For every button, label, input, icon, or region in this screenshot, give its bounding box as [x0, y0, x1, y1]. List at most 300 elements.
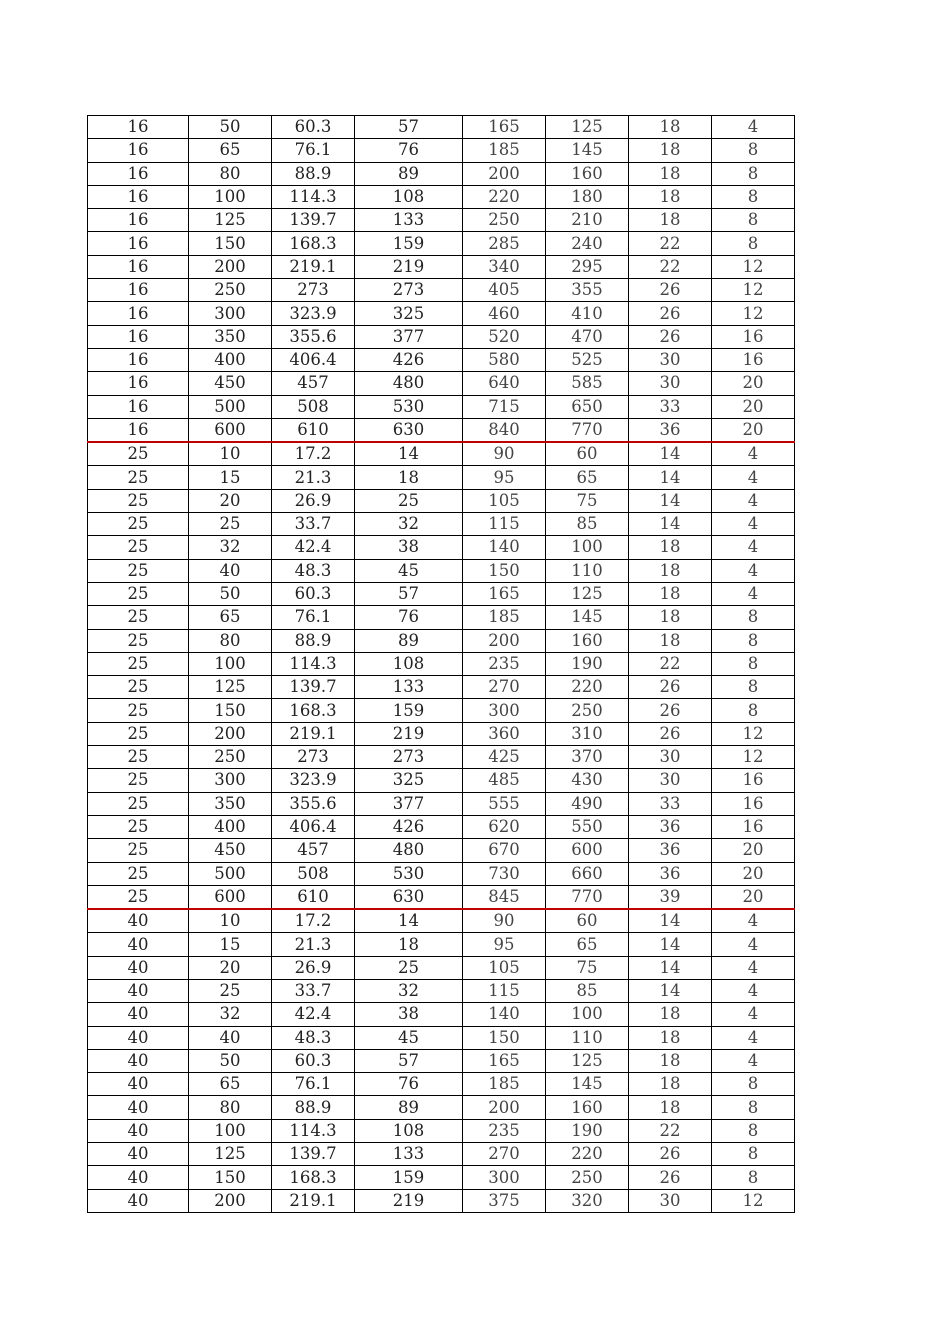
table-cell: 770: [546, 418, 629, 442]
table-cell: 145: [546, 1073, 629, 1096]
table-cell: 76: [355, 1073, 463, 1096]
table-cell: 95: [463, 466, 546, 489]
table-cell: 8: [712, 1119, 795, 1142]
table-row: [88, 232, 795, 255]
table-row: [88, 933, 795, 956]
table-cell: 190: [546, 652, 629, 675]
table-cell: 18: [629, 1049, 712, 1072]
table-cell: 4: [712, 979, 795, 1002]
table-cell: 160: [546, 629, 629, 652]
table-row: [88, 1166, 795, 1189]
table-cell: 14: [629, 933, 712, 956]
table-cell: 840: [463, 418, 546, 442]
table-cell: 42.4: [272, 1003, 355, 1026]
table-cell: 220: [463, 185, 546, 208]
table-cell: 219.1: [272, 722, 355, 745]
table-cell: 88.9: [272, 1096, 355, 1119]
flange-dimension-table: [87, 115, 795, 1213]
table-cell: 139.7: [272, 676, 355, 699]
table-row: [88, 1026, 795, 1049]
table-row: [88, 513, 795, 536]
table-cell: 114.3: [272, 652, 355, 675]
table-cell: 40: [88, 909, 189, 933]
table-row: [88, 746, 795, 769]
table-cell: 140: [463, 536, 546, 559]
table-cell: 26: [629, 1143, 712, 1166]
table-cell: 4: [712, 1049, 795, 1072]
table-cell: 108: [355, 1119, 463, 1142]
table-cell: 90: [463, 442, 546, 466]
table-cell: 715: [463, 395, 546, 418]
table-cell: 219: [355, 255, 463, 278]
table-cell: 410: [546, 302, 629, 325]
table-cell: 160: [546, 162, 629, 185]
table-cell: 16: [88, 418, 189, 442]
table-cell: 150: [189, 699, 272, 722]
table-cell: 88.9: [272, 629, 355, 652]
table-cell: 133: [355, 676, 463, 699]
table-row: [88, 162, 795, 185]
table-row: [88, 279, 795, 302]
table-cell: 133: [355, 209, 463, 232]
table-cell: 100: [189, 1119, 272, 1142]
table-row: [88, 395, 795, 418]
table-cell: 16: [88, 348, 189, 371]
table-cell: 12: [712, 1189, 795, 1212]
table-cell: 360: [463, 722, 546, 745]
table-cell: 4: [712, 1003, 795, 1026]
table-cell: 555: [463, 792, 546, 815]
table-cell: 25: [88, 885, 189, 909]
table-cell: 18: [629, 1003, 712, 1026]
table-cell: 600: [189, 418, 272, 442]
table-cell: 250: [189, 279, 272, 302]
table-cell: 57: [355, 116, 463, 139]
table-cell: 219.1: [272, 255, 355, 278]
table-row: [88, 466, 795, 489]
table-cell: 4: [712, 933, 795, 956]
table-cell: 50: [189, 1049, 272, 1072]
table-cell: 16: [88, 255, 189, 278]
table-cell: 88.9: [272, 162, 355, 185]
table-cell: 610: [272, 418, 355, 442]
table-cell: 125: [546, 582, 629, 605]
table-cell: 460: [463, 302, 546, 325]
table-cell: 4: [712, 1026, 795, 1049]
table-cell: 100: [189, 185, 272, 208]
table-cell: 26: [629, 699, 712, 722]
table-cell: 406.4: [272, 815, 355, 838]
table-cell: 25: [88, 769, 189, 792]
table-cell: 18: [629, 116, 712, 139]
table-cell: 450: [189, 839, 272, 862]
table-cell: 355.6: [272, 792, 355, 815]
table-cell: 14: [355, 442, 463, 466]
table-cell: 845: [463, 885, 546, 909]
table-cell: 250: [189, 746, 272, 769]
table-cell: 60.3: [272, 1049, 355, 1072]
table-cell: 17.2: [272, 909, 355, 933]
table-cell: 26: [629, 279, 712, 302]
table-cell: 300: [189, 769, 272, 792]
table-cell: 400: [189, 815, 272, 838]
table-cell: 80: [189, 1096, 272, 1119]
table-cell: 18: [355, 933, 463, 956]
table-cell: 12: [712, 255, 795, 278]
table-cell: 139.7: [272, 1143, 355, 1166]
table-cell: 405: [463, 279, 546, 302]
table-row: [88, 909, 795, 933]
table-cell: 20: [712, 418, 795, 442]
table-cell: 14: [629, 909, 712, 933]
table-cell: 114.3: [272, 1119, 355, 1142]
table-row: [88, 699, 795, 722]
table-cell: 300: [463, 699, 546, 722]
table-cell: 630: [355, 418, 463, 442]
table-cell: 457: [272, 839, 355, 862]
table-cell: 159: [355, 699, 463, 722]
table-cell: 8: [712, 1143, 795, 1166]
table-cell: 235: [463, 1119, 546, 1142]
table-cell: 485: [463, 769, 546, 792]
table-cell: 165: [463, 116, 546, 139]
table-cell: 65: [546, 933, 629, 956]
table-cell: 21.3: [272, 933, 355, 956]
table-cell: 18: [629, 559, 712, 582]
table-cell: 8: [712, 232, 795, 255]
table-cell: 620: [463, 815, 546, 838]
table-cell: 300: [463, 1166, 546, 1189]
table-cell: 285: [463, 232, 546, 255]
table-cell: 25: [88, 466, 189, 489]
table-cell: 85: [546, 513, 629, 536]
table-cell: 375: [463, 1189, 546, 1212]
table-cell: 480: [355, 839, 463, 862]
table-cell: 150: [189, 232, 272, 255]
table-cell: 65: [189, 606, 272, 629]
table-cell: 40: [88, 1189, 189, 1212]
table-cell: 48.3: [272, 1026, 355, 1049]
table-cell: 25: [189, 979, 272, 1002]
table-row: [88, 956, 795, 979]
table-cell: 377: [355, 792, 463, 815]
table-cell: 14: [629, 489, 712, 512]
table-cell: 8: [712, 209, 795, 232]
table-cell: 80: [189, 162, 272, 185]
table-cell: 36: [629, 815, 712, 838]
table-cell: 530: [355, 862, 463, 885]
table-cell: 159: [355, 232, 463, 255]
table-cell: 80: [189, 629, 272, 652]
table-cell: 133: [355, 1143, 463, 1166]
table-cell: 323.9: [272, 302, 355, 325]
table-cell: 40: [88, 1003, 189, 1026]
table-cell: 18: [629, 629, 712, 652]
table-cell: 610: [272, 885, 355, 909]
table-cell: 16: [712, 348, 795, 371]
table-cell: 18: [629, 1073, 712, 1096]
table-cell: 16: [88, 325, 189, 348]
table-cell: 10: [189, 909, 272, 933]
table-cell: 4: [712, 582, 795, 605]
table-row: [88, 489, 795, 512]
table-cell: 76.1: [272, 1073, 355, 1096]
table-cell: 25: [88, 699, 189, 722]
table-cell: 26: [629, 1166, 712, 1189]
table-cell: 8: [712, 652, 795, 675]
table-cell: 45: [355, 1026, 463, 1049]
table-row: [88, 676, 795, 699]
table-cell: 4: [712, 909, 795, 933]
table-cell: 15: [189, 466, 272, 489]
table-cell: 550: [546, 815, 629, 838]
table-cell: 300: [189, 302, 272, 325]
table-row: [88, 1143, 795, 1166]
table-cell: 76: [355, 139, 463, 162]
table-cell: 125: [546, 116, 629, 139]
table-cell: 20: [712, 839, 795, 862]
table-cell: 108: [355, 185, 463, 208]
table-row: [88, 1073, 795, 1096]
table-cell: 670: [463, 839, 546, 862]
table-cell: 425: [463, 746, 546, 769]
table-cell: 140: [463, 1003, 546, 1026]
table-cell: 20: [189, 489, 272, 512]
table-cell: 8: [712, 699, 795, 722]
table-cell: 250: [463, 209, 546, 232]
table-cell: 16: [88, 395, 189, 418]
table-cell: 600: [189, 885, 272, 909]
table-cell: 650: [546, 395, 629, 418]
table-cell: 500: [189, 862, 272, 885]
table-cell: 200: [189, 1189, 272, 1212]
table-cell: 40: [88, 1073, 189, 1096]
table-row: [88, 536, 795, 559]
table-cell: 90: [463, 909, 546, 933]
table-cell: 508: [272, 395, 355, 418]
table-cell: 30: [629, 348, 712, 371]
table-cell: 100: [189, 652, 272, 675]
table-cell: 105: [463, 956, 546, 979]
table-cell: 75: [546, 956, 629, 979]
table-cell: 17.2: [272, 442, 355, 466]
table-cell: 250: [546, 699, 629, 722]
table-cell: 32: [355, 979, 463, 1002]
table-cell: 50: [189, 582, 272, 605]
table-cell: 273: [272, 746, 355, 769]
table-cell: 185: [463, 606, 546, 629]
table-cell: 18: [629, 582, 712, 605]
table-cell: 273: [355, 746, 463, 769]
table-cell: 18: [629, 536, 712, 559]
table-cell: 323.9: [272, 769, 355, 792]
table-cell: 26: [629, 325, 712, 348]
table-row: [88, 582, 795, 605]
table-row: [88, 652, 795, 675]
table-cell: 8: [712, 139, 795, 162]
table-cell: 40: [88, 933, 189, 956]
table-cell: 168.3: [272, 699, 355, 722]
table-cell: 26: [629, 676, 712, 699]
table-cell: 180: [546, 185, 629, 208]
table-cell: 25: [88, 839, 189, 862]
table-cell: 8: [712, 1073, 795, 1096]
table-cell: 18: [629, 185, 712, 208]
table-cell: 430: [546, 769, 629, 792]
table-cell: 65: [189, 139, 272, 162]
table-cell: 36: [629, 862, 712, 885]
table-cell: 4: [712, 116, 795, 139]
table-cell: 25: [88, 746, 189, 769]
table-cell: 125: [189, 209, 272, 232]
table-row: [88, 722, 795, 745]
table-cell: 220: [546, 1143, 629, 1166]
table-cell: 200: [189, 255, 272, 278]
table-cell: 370: [546, 746, 629, 769]
table-cell: 25: [88, 582, 189, 605]
table-cell: 22: [629, 1119, 712, 1142]
table-cell: 100: [546, 536, 629, 559]
table-row: [88, 629, 795, 652]
table-cell: 45: [355, 559, 463, 582]
table-cell: 30: [629, 746, 712, 769]
table-row: [88, 1096, 795, 1119]
table-cell: 14: [629, 956, 712, 979]
table-cell: 50: [189, 116, 272, 139]
table-cell: 12: [712, 302, 795, 325]
table-cell: 18: [629, 1026, 712, 1049]
table-cell: 38: [355, 536, 463, 559]
table-cell: 36: [629, 418, 712, 442]
table-cell: 520: [463, 325, 546, 348]
table-cell: 185: [463, 1073, 546, 1096]
table-row: [88, 862, 795, 885]
table-row: [88, 185, 795, 208]
table-cell: 190: [546, 1119, 629, 1142]
table-cell: 30: [629, 769, 712, 792]
table-cell: 8: [712, 1096, 795, 1119]
table-cell: 525: [546, 348, 629, 371]
table-cell: 14: [629, 513, 712, 536]
table-cell: 14: [629, 442, 712, 466]
table-cell: 14: [355, 909, 463, 933]
table-cell: 16: [712, 325, 795, 348]
table-cell: 16: [88, 302, 189, 325]
table-cell: 730: [463, 862, 546, 885]
table-cell: 508: [272, 862, 355, 885]
table-cell: 16: [88, 185, 189, 208]
table-cell: 426: [355, 815, 463, 838]
table-cell: 16: [88, 162, 189, 185]
table-row: [88, 442, 795, 466]
table-cell: 18: [629, 209, 712, 232]
table-cell: 40: [189, 559, 272, 582]
table-cell: 18: [629, 606, 712, 629]
table-cell: 160: [546, 1096, 629, 1119]
table-cell: 270: [463, 1143, 546, 1166]
table-row: [88, 769, 795, 792]
table-cell: 150: [463, 1026, 546, 1049]
table-cell: 115: [463, 979, 546, 1002]
table-cell: 25: [88, 513, 189, 536]
table-cell: 32: [189, 1003, 272, 1026]
table-cell: 165: [463, 1049, 546, 1072]
table-cell: 219: [355, 722, 463, 745]
table-cell: 200: [189, 722, 272, 745]
table-row: [88, 1049, 795, 1072]
table-cell: 8: [712, 185, 795, 208]
table-cell: 125: [546, 1049, 629, 1072]
table-cell: 4: [712, 956, 795, 979]
table-cell: 770: [546, 885, 629, 909]
table-cell: 450: [189, 372, 272, 395]
table-cell: 18: [355, 466, 463, 489]
table-cell: 8: [712, 162, 795, 185]
table-cell: 57: [355, 1049, 463, 1072]
table-row: [88, 839, 795, 862]
table-cell: 36: [629, 839, 712, 862]
table-cell: 115: [463, 513, 546, 536]
table-cell: 60.3: [272, 116, 355, 139]
table-cell: 159: [355, 1166, 463, 1189]
table-cell: 20: [712, 862, 795, 885]
table-cell: 16: [88, 209, 189, 232]
table-cell: 240: [546, 232, 629, 255]
table-cell: 38: [355, 1003, 463, 1026]
table-row: [88, 885, 795, 909]
table-cell: 65: [189, 1073, 272, 1096]
table-cell: 355: [546, 279, 629, 302]
table-cell: 108: [355, 652, 463, 675]
table-cell: 14: [629, 466, 712, 489]
table-cell: 40: [88, 956, 189, 979]
table-cell: 18: [629, 139, 712, 162]
table-cell: 15: [189, 933, 272, 956]
table-cell: 200: [463, 629, 546, 652]
table-cell: 25: [88, 606, 189, 629]
table-cell: 273: [355, 279, 463, 302]
table-cell: 65: [546, 466, 629, 489]
table-row: [88, 815, 795, 838]
table-cell: 25: [88, 442, 189, 466]
table-cell: 16: [712, 815, 795, 838]
table-cell: 12: [712, 746, 795, 769]
table-cell: 20: [712, 885, 795, 909]
table-cell: 39: [629, 885, 712, 909]
table-row: [88, 116, 795, 139]
table-cell: 60: [546, 909, 629, 933]
table-cell: 168.3: [272, 1166, 355, 1189]
table-row: [88, 348, 795, 371]
table-cell: 16: [712, 792, 795, 815]
table-cell: 295: [546, 255, 629, 278]
table-cell: 320: [546, 1189, 629, 1212]
table-cell: 25: [88, 629, 189, 652]
table-cell: 89: [355, 162, 463, 185]
table-cell: 89: [355, 1096, 463, 1119]
table-cell: 18: [629, 162, 712, 185]
table-cell: 490: [546, 792, 629, 815]
table-cell: 100: [546, 1003, 629, 1026]
table-cell: 26: [629, 302, 712, 325]
table-cell: 60.3: [272, 582, 355, 605]
table-cell: 48.3: [272, 559, 355, 582]
table-row: [88, 372, 795, 395]
table-cell: 25: [88, 676, 189, 699]
table-cell: 20: [189, 956, 272, 979]
table-cell: 25: [88, 489, 189, 512]
table-row: [88, 1119, 795, 1142]
